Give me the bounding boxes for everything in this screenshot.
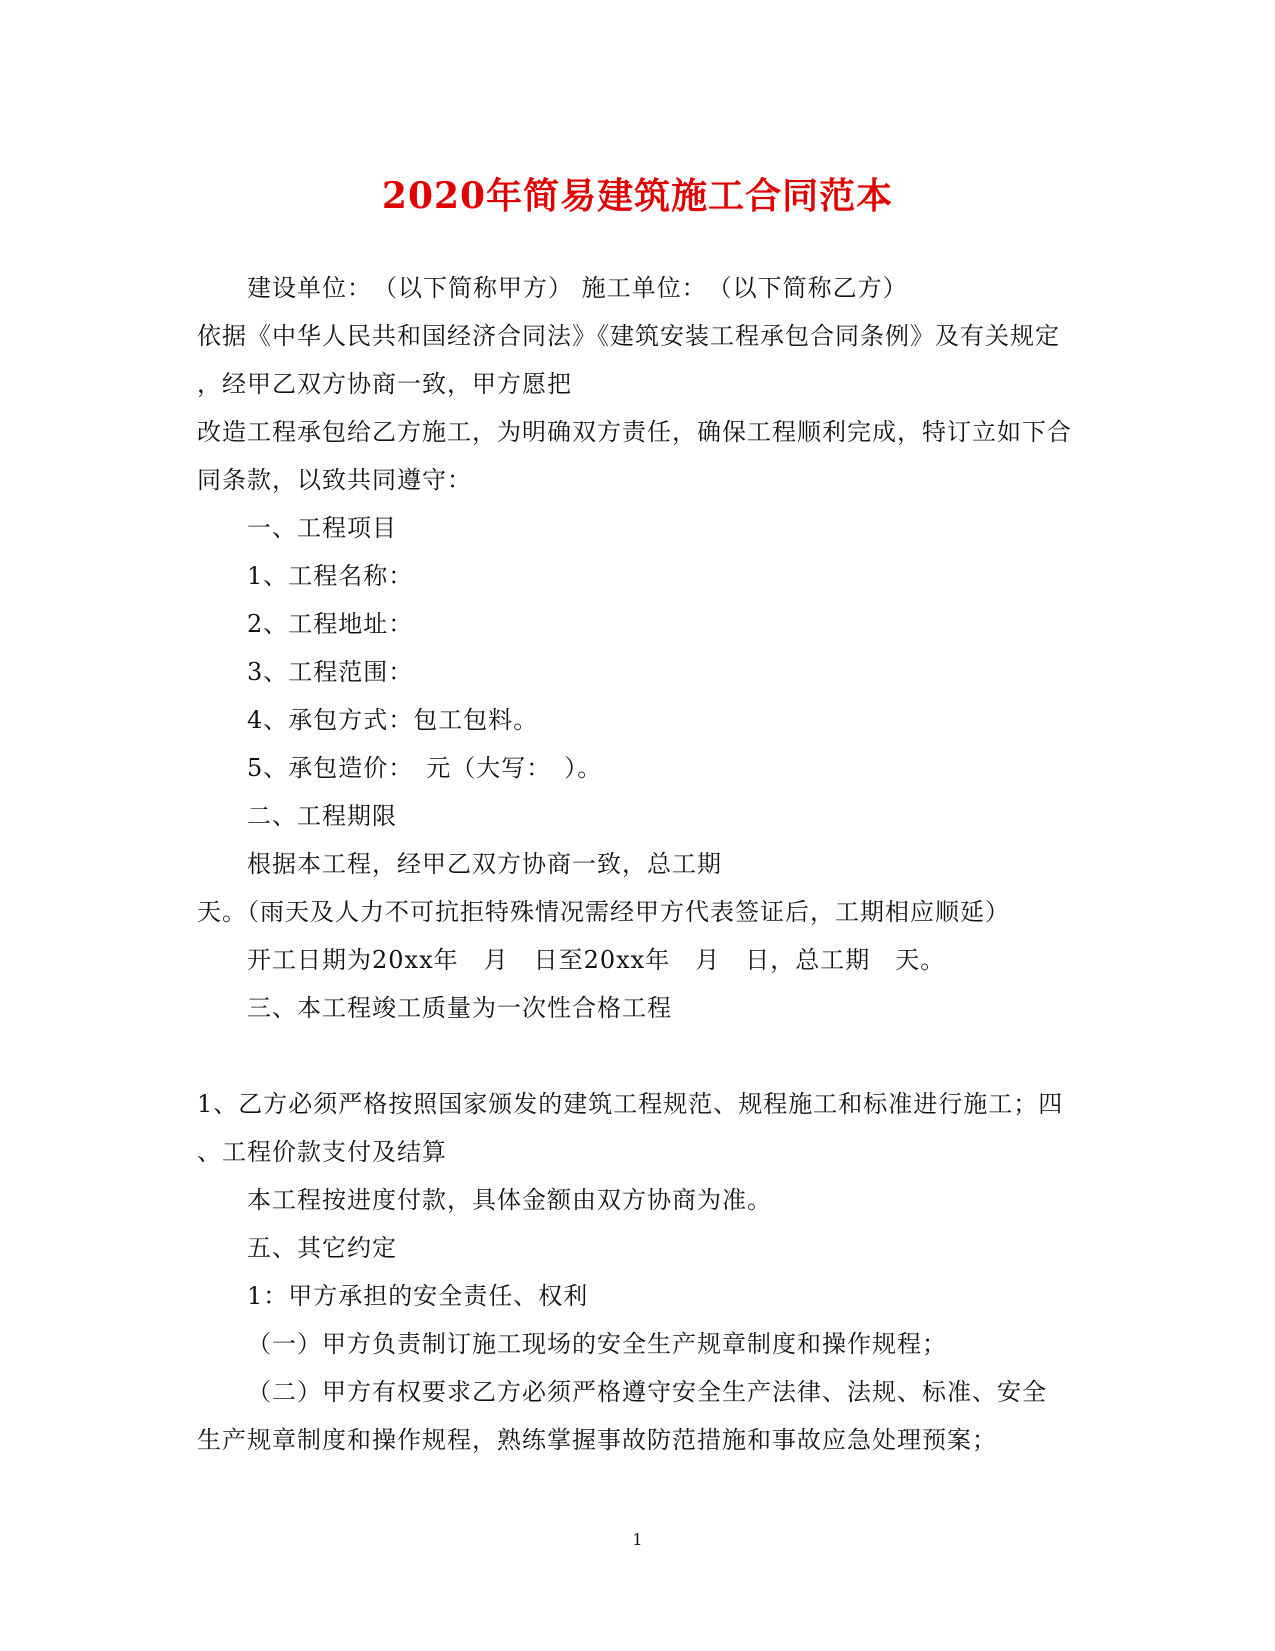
section-heading: 三、本工程竣工质量为一次性合格工程 <box>247 994 672 1022</box>
section-heading: 二、工程期限 <box>247 802 397 830</box>
body-line: 天。（雨天及人力不可抗拒特殊情况需经甲方代表签证后，工期相应顺延） <box>197 898 1010 926</box>
document-title: 2020年简易建筑施工合同范本 <box>381 175 894 217</box>
parties-line: 建设单位： （以下简称甲方） 施工单位： （以下简称乙方） <box>247 274 908 302</box>
body-line: 开工日期为20xx年 月 日至20xx年 月 日，总工期 天。 <box>247 946 946 974</box>
section-heading: 一、工程项目 <box>247 514 397 542</box>
clause-item: 1：甲方承担的安全责任、权利 <box>247 1282 589 1310</box>
clause-item: （二）甲方有权要求乙方必须严格遵守安全生产法律、法规、标准、安全 <box>247 1378 1047 1406</box>
body-line: 同条款，以致共同遵守： <box>197 466 472 494</box>
body-line: 本工程按进度付款，具体金额由双方协商为准。 <box>247 1186 772 1214</box>
clause-item: 5、承包造价： 元（大写： ）。 <box>247 754 603 782</box>
body-line: 改造工程承包给乙方施工，为明确双方责任，确保工程顺利完成，特订立如下合 <box>197 418 1072 446</box>
clause-item: 4、承包方式：包工包料。 <box>247 706 539 734</box>
body-line: 根据本工程，经甲乙双方协商一致，总工期 <box>247 850 722 878</box>
body-line: 生产规章制度和操作规程，熟练掌握事故防范措施和事故应急处理预案； <box>197 1426 997 1454</box>
clause-item: 3、工程范围： <box>247 658 414 686</box>
clause-item: 2、工程地址： <box>247 610 414 638</box>
section-heading: 、工程价款支付及结算 <box>197 1138 447 1166</box>
section-heading: 五、其它约定 <box>247 1234 397 1262</box>
clause-item: 1、工程名称： <box>247 562 414 590</box>
page-number: 1 <box>632 1530 643 1549</box>
clause-item: （一）甲方负责制订施工现场的安全生产规章制度和操作规程； <box>247 1330 947 1358</box>
body-line: 依据《中华人民共和国经济合同法》《建筑安装工程承包合同条例》及有关规定 <box>197 322 1060 350</box>
body-line: 1、乙方必须严格按照国家颁发的建筑工程规范、规程施工和标准进行施工；四 <box>197 1090 1064 1118</box>
body-line: ，经甲乙双方协商一致，甲方愿把 <box>197 370 572 398</box>
